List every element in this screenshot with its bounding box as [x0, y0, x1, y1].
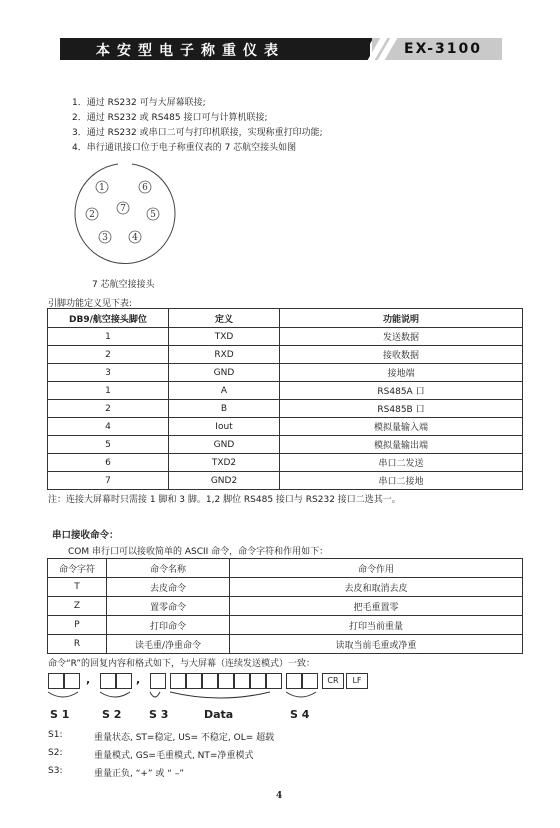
- legend-key: S2:: [48, 748, 63, 758]
- table-cell: 1: [48, 382, 169, 400]
- command-table-header: 命令作用: [230, 559, 523, 578]
- legend-text: 重量模式, GS=毛重模式, NT=净重模式: [94, 751, 254, 761]
- section-title: 串口接收命令：: [52, 530, 119, 541]
- frame-byte-box: [170, 673, 186, 689]
- table-cell: GND: [169, 364, 280, 382]
- header-model: EX-3100: [404, 41, 482, 57]
- table-row: [48, 597, 523, 616]
- table-cell: 读取当前毛重或净重: [230, 635, 523, 654]
- pin-label: 6: [142, 183, 148, 193]
- table-cell: 模拟量输出端: [280, 436, 523, 454]
- command-table-header: 命令字符: [48, 559, 107, 578]
- table-cell: 去皮和取消去皮: [230, 578, 523, 597]
- frame-label-s2: S 2: [102, 708, 122, 721]
- intro-line: 1．通过 RS232 可与大屏幕联接;: [72, 98, 206, 108]
- table-cell: 2: [48, 400, 169, 418]
- section-intro: COM 串行口可以接收简单的 ASCII 命令，命令字符和作用如下：: [68, 547, 329, 557]
- frame-byte-box: [266, 673, 282, 689]
- intro-line: 4．串行通讯接口位于电子称重仪表的 7 芯航空接头如图: [72, 143, 297, 153]
- pin-label: 4: [132, 233, 138, 243]
- table-cell: 串口二接地: [280, 472, 523, 490]
- connector-diagram: [70, 160, 180, 270]
- pin-table-header: 功能说明: [280, 309, 523, 328]
- table-cell: GND: [169, 436, 280, 454]
- pin-table-lead: 引脚功能定义见下表:: [48, 299, 133, 309]
- command-table-header: 命令名称: [107, 559, 230, 578]
- frame-label-s3: S 3: [149, 708, 169, 721]
- table-cell: RS485B 口: [280, 400, 523, 418]
- frame-byte-box: [186, 673, 202, 689]
- legend-text: 重量状态, ST=稳定, US= 不稳定, OL= 超载: [94, 733, 275, 743]
- frame-byte-box: [250, 673, 266, 689]
- table-cell: 1: [48, 328, 169, 346]
- pin-table-header: 定义: [169, 309, 280, 328]
- table-row: [48, 454, 523, 472]
- command-table: [47, 558, 523, 654]
- intro-line: 2．通过 RS232 或 RS485 接口可与计算机联接;: [72, 113, 268, 123]
- table-cell: 4: [48, 418, 169, 436]
- table-cell: 7: [48, 472, 169, 490]
- pin-label: 5: [150, 210, 156, 220]
- table-cell: 6: [48, 454, 169, 472]
- header-title: 本安型电子称重仪表: [96, 43, 285, 59]
- pin-table-header: DB9/航空接头脚位: [48, 309, 169, 328]
- frame-byte-box: [100, 673, 116, 689]
- table-cell: 2: [48, 346, 169, 364]
- frame-byte-box: [234, 673, 250, 689]
- frame-byte-box: [48, 673, 64, 689]
- table-cell: 3: [48, 364, 169, 382]
- table-row: [48, 364, 523, 382]
- table-row: [48, 472, 523, 490]
- intro-line: 3．通过 RS232 或串口二可与打印机联接，实现称重打印功能;: [72, 128, 323, 138]
- pin-label: 2: [89, 210, 95, 220]
- table-cell: 去皮命令: [107, 578, 230, 597]
- table-cell: TXD2: [169, 454, 280, 472]
- frame-byte-box: [64, 673, 80, 689]
- frame-byte-box: [116, 673, 132, 689]
- table-cell: 5: [48, 436, 169, 454]
- table-row: [48, 400, 523, 418]
- legend-key: S3:: [48, 766, 63, 776]
- table-row: [48, 436, 523, 454]
- table-row: [48, 328, 523, 346]
- table-cell: 置零命令: [107, 597, 230, 616]
- pin-label: 1: [99, 183, 105, 193]
- legend-key: S1:: [48, 730, 63, 740]
- table-cell: 接收数据: [280, 346, 523, 364]
- table-cell: B: [169, 400, 280, 418]
- table-row: [48, 635, 523, 654]
- table-cell: RXD: [169, 346, 280, 364]
- connector-caption: 7 芯航空接接头: [92, 280, 155, 290]
- table-cell: RS485A 口: [280, 382, 523, 400]
- table-row: [48, 382, 523, 400]
- table-cell: R: [48, 635, 107, 654]
- frame-byte-box: [218, 673, 234, 689]
- frame-lf-box: LF: [346, 673, 368, 689]
- table-cell: 发送数据: [280, 328, 523, 346]
- table-row: [48, 578, 523, 597]
- frame-byte-box: [150, 673, 166, 689]
- pin-label: 3: [102, 233, 108, 243]
- frame-cr-box: CR: [322, 673, 344, 689]
- frame-label-data: Data: [204, 708, 234, 721]
- pin-table: [47, 308, 523, 490]
- frame-byte-box: [302, 673, 318, 689]
- table-cell: T: [48, 578, 107, 597]
- table-cell: Iout: [169, 418, 280, 436]
- table-cell: 接地端: [280, 364, 523, 382]
- frame-label-s1: S 1: [50, 708, 70, 721]
- table-cell: P: [48, 616, 107, 635]
- table-cell: Z: [48, 597, 107, 616]
- table-cell: 把毛重置零: [230, 597, 523, 616]
- table-cell: 读毛重/净重命令: [107, 635, 230, 654]
- table-row: [48, 418, 523, 436]
- table-cell: 串口二发送: [280, 454, 523, 472]
- table-cell: TXD: [169, 328, 280, 346]
- table-cell: 打印当前重量: [230, 616, 523, 635]
- frame-byte-box: [286, 673, 302, 689]
- page-number: 4: [276, 791, 283, 801]
- table-cell: 打印命令: [107, 616, 230, 635]
- frame-label-s4: S 4: [290, 708, 310, 721]
- table-cell: A: [169, 382, 280, 400]
- reply-format-text: 命令“R”的回复内容和格式如下，与大屏幕（连续发送模式）一致：: [48, 659, 316, 669]
- legend-text: 重量正负, “+” 或 “ –”: [94, 769, 184, 779]
- frame-comma: ,: [86, 673, 91, 686]
- table-cell: GND2: [169, 472, 280, 490]
- frame-byte-box: [202, 673, 218, 689]
- frame-comma: ,: [136, 673, 141, 686]
- table-cell: 模拟量输入端: [280, 418, 523, 436]
- table-row: [48, 346, 523, 364]
- connection-note: 注：连接大屏幕时只需接 1 脚和 3 脚。1,2 脚位 RS485 接口与 RS232 接口二选其一。: [48, 495, 401, 505]
- pin-label: 7: [120, 204, 126, 214]
- table-row: [48, 616, 523, 635]
- frame-brackets: [44, 690, 324, 706]
